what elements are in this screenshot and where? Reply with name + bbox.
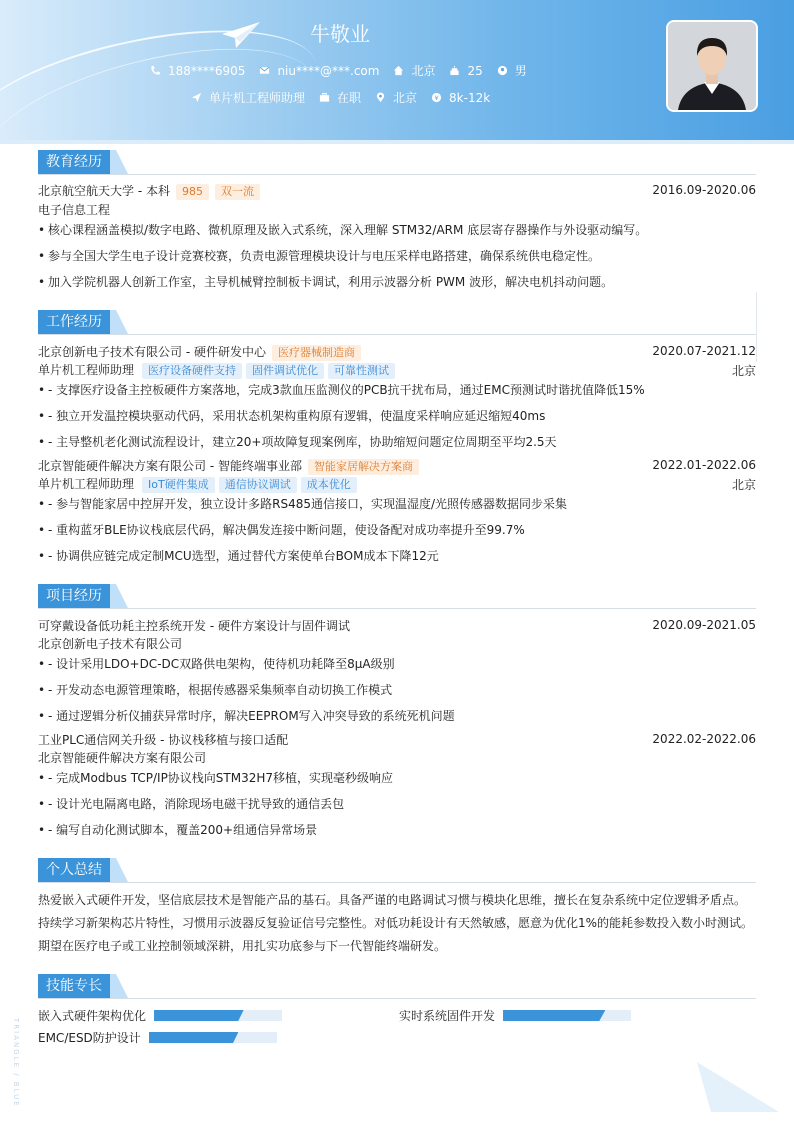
work-bullet: • - 支撑医疗设备主控板硬件方案落地，完成3款血压监测仪的PCB抗干扰布局，通过EMC预测试时谐扰值降低15% bbox=[38, 381, 645, 398]
side-watermark-text: TRIANGLE / BLUE bbox=[12, 1018, 20, 1108]
phone-value: 188****6905 bbox=[168, 63, 246, 78]
position-value: 单片机工程师助理 bbox=[209, 91, 306, 105]
work-bullet: • - 参与智能家居中控屏开发，独立设计多路RS485通信接口，实现温湿度/光照传感器数据同步采集 bbox=[38, 495, 567, 512]
phone-icon bbox=[150, 65, 161, 76]
section-title: 项目经历 bbox=[38, 584, 110, 608]
skill-name: 嵌入式硬件架构优化 bbox=[38, 1009, 147, 1023]
profile-photo bbox=[666, 20, 758, 112]
section-title: 教育经历 bbox=[38, 150, 110, 174]
work-role-line bbox=[38, 361, 395, 379]
summary-line: 热爱嵌入式硬件开发，坚信底层技术是智能产品的基石。具备严谨的电路调试习惯与模块化思维，擅长在复杂系统中定位逻辑矛盾点。 bbox=[38, 893, 747, 907]
tab-triangle-decor bbox=[110, 150, 128, 174]
position-item bbox=[191, 89, 305, 106]
decor-vertical-line bbox=[756, 292, 757, 362]
candidate-name: 牛敬业 bbox=[310, 22, 370, 46]
summary-line: 期望在医疗电子或工业控制领域深耕，用扎实功底参与下一代智能终端研发。 bbox=[38, 939, 447, 953]
education-bullet: • 加入学院机器人创新工作室，主导机械臂控制板卡调试，利用示波器分析 PWM 波形，解决电机抖动问题。 bbox=[38, 273, 613, 290]
contact-row bbox=[150, 62, 541, 79]
age-value: 25 bbox=[467, 63, 483, 78]
work-company: 北京智能硬件解决方案有限公司 - 智能终端事业部 bbox=[38, 459, 302, 473]
header-banner bbox=[0, 0, 794, 140]
industry-tag: 智能家居解决方案商 bbox=[308, 459, 419, 475]
work-role: 单片机工程师助理 bbox=[38, 363, 135, 377]
gender-item bbox=[497, 62, 527, 79]
phone-item bbox=[150, 64, 245, 78]
section-rule bbox=[38, 608, 756, 609]
work-period: 2020.07-2021.12 bbox=[652, 344, 756, 358]
section-title: 个人总结 bbox=[38, 858, 110, 882]
status-item bbox=[319, 89, 361, 106]
tab-triangle-decor bbox=[110, 974, 128, 998]
cake-icon bbox=[449, 65, 460, 76]
work-company: 北京创新电子技术有限公司 - 硬件研发中心 bbox=[38, 345, 266, 359]
skill-tag: 医疗设备硬件支持 bbox=[142, 363, 242, 379]
skill-level-fill bbox=[503, 1010, 605, 1021]
project-bullet: • - 编写自动化测试脚本，覆盖200+组通信异常场景 bbox=[38, 821, 317, 838]
school-name: 北京航空航天大学 - 本科 bbox=[38, 184, 170, 198]
section-rule bbox=[38, 882, 756, 883]
skill-item bbox=[399, 1007, 631, 1024]
work-bullet: • - 独立开发温控模块驱动代码，采用状态机架构重构原有逻辑，使温度采样响应延迟缩短40ms bbox=[38, 407, 545, 424]
project-bullet: • - 开发动态电源管理策略，根据传感器采集频率自动切换工作模式 bbox=[38, 681, 392, 698]
email-item bbox=[259, 64, 379, 78]
salary-item bbox=[431, 91, 490, 105]
project-period: 2020.09-2021.05 bbox=[652, 618, 756, 632]
corner-triangle-decor bbox=[697, 1062, 779, 1112]
work-role-line bbox=[38, 475, 357, 493]
email-value: niu****@***.com bbox=[277, 63, 380, 78]
section-title: 技能专长 bbox=[38, 974, 110, 998]
skill-level-fill bbox=[154, 1010, 244, 1021]
mail-icon bbox=[259, 65, 270, 76]
edu-tag: 双一流 bbox=[215, 184, 260, 200]
skill-level-bar bbox=[503, 1010, 631, 1021]
work-period: 2022.01-2022.06 bbox=[652, 458, 756, 472]
skill-tag: IoT硬件集成 bbox=[142, 477, 215, 493]
city-item bbox=[393, 62, 435, 79]
work-company-line bbox=[38, 343, 361, 361]
section-rule bbox=[38, 334, 756, 335]
svg-text:¥: ¥ bbox=[434, 93, 439, 102]
project-bullet: • - 通过逻辑分析仪捕获异常时序，解决EEPROM写入冲突导致的系统死机问题 bbox=[38, 707, 455, 724]
project-title: 工业PLC通信网关升级 - 协议栈移植与接口适配 bbox=[38, 733, 289, 747]
project-company: 北京智能硬件解决方案有限公司 bbox=[38, 751, 207, 765]
location-pin-icon bbox=[375, 92, 386, 103]
skill-item bbox=[38, 1029, 277, 1046]
education-period: 2016.09-2020.06 bbox=[652, 183, 756, 197]
avatar bbox=[668, 22, 756, 110]
header-divider bbox=[0, 140, 794, 144]
project-title: 可穿戴设备低功耗主控系统开发 - 硬件方案设计与固件调试 bbox=[38, 619, 350, 633]
education-major: 电子信息工程 bbox=[38, 203, 111, 217]
industry-tag: 医疗器械制造商 bbox=[272, 345, 361, 361]
tab-triangle-decor bbox=[110, 310, 128, 334]
section-education-header bbox=[38, 150, 756, 174]
work-company-line bbox=[38, 457, 419, 475]
project-bullet: • - 完成Modbus TCP/IP协议栈向STM32H7移植，实现毫秒级响应 bbox=[38, 769, 393, 786]
project-company: 北京创新电子技术有限公司 bbox=[38, 637, 183, 651]
section-rule bbox=[38, 998, 756, 999]
expect-city-value: 北京 bbox=[393, 91, 418, 105]
summary-text bbox=[38, 889, 758, 958]
work-role: 单片机工程师助理 bbox=[38, 477, 135, 491]
city-value: 北京 bbox=[411, 64, 436, 78]
section-work-header bbox=[38, 310, 756, 334]
skill-tag: 通信协议调试 bbox=[219, 477, 297, 493]
salary-value: 8k-12k bbox=[449, 90, 491, 105]
education-bullet: • 核心课程涵盖模拟/数字电路、微机原理及嵌入式系统，深入理解 STM32/ARM 底层寄存器操作与外设驱动编写。 bbox=[38, 221, 647, 238]
expect-city-item bbox=[375, 89, 417, 106]
work-city: 北京 bbox=[731, 478, 756, 492]
project-bullet: • - 设计采用LDO+DC-DC双路供电架构，使待机功耗降至8μA级别 bbox=[38, 655, 395, 672]
work-bullet: • - 协调供应链完成定制MCU选型，通过替代方案使单台BOM成本下降12元 bbox=[38, 547, 439, 564]
section-rule bbox=[38, 174, 756, 175]
section-title: 工作经历 bbox=[38, 310, 110, 334]
work-bullet: • - 重构蓝牙BLE协议栈底层代码，解决偶发连接中断问题，使设备配对成功率提升至99.7% bbox=[38, 521, 525, 538]
section-skills-header bbox=[38, 974, 756, 998]
skill-level-fill bbox=[149, 1032, 239, 1043]
section-summary-header bbox=[38, 858, 756, 882]
project-period: 2022.02-2022.06 bbox=[652, 732, 756, 746]
edu-tag: 985 bbox=[176, 184, 209, 200]
work-bullet: • - 主导整机老化测试流程设计，建立20+项故障复现案例库，协助缩短问题定位周期至平均2.5天 bbox=[38, 433, 557, 450]
work-city: 北京 bbox=[731, 364, 756, 378]
age-item bbox=[449, 64, 482, 78]
money-icon bbox=[431, 92, 442, 103]
summary-line: 持续学习新架构芯片特性，习惯用示波器反复验证信号完整性。对低功耗设计有天然敏感，愿意为优化1%的能耗参数投入数小时测试。 bbox=[38, 916, 754, 930]
section-project-header bbox=[38, 584, 756, 608]
gender-value: 男 bbox=[514, 64, 527, 78]
education-bullet: • 参与全国大学生电子设计竞赛校赛，负责电源管理模块设计与电压采样电路搭建，确保系统供电稳定性。 bbox=[38, 247, 600, 264]
tab-triangle-decor bbox=[110, 858, 128, 882]
skill-tag: 可靠性测试 bbox=[328, 363, 395, 379]
skill-tag: 成本优化 bbox=[301, 477, 357, 493]
skill-level-bar bbox=[154, 1010, 282, 1021]
skill-level-bar bbox=[149, 1032, 277, 1043]
job-intent-row bbox=[191, 89, 504, 106]
home-icon bbox=[393, 65, 404, 76]
skill-name: 实时系统固件开发 bbox=[399, 1009, 496, 1023]
project-bullet: • - 设计光电隔离电路，消除现场电磁干扰导致的通信丢包 bbox=[38, 795, 344, 812]
skill-name: EMC/ESD防护设计 bbox=[38, 1031, 141, 1045]
education-school-line bbox=[38, 182, 260, 200]
tab-triangle-decor bbox=[110, 584, 128, 608]
briefcase-icon bbox=[319, 92, 330, 103]
status-value: 在职 bbox=[337, 91, 362, 105]
skill-item bbox=[38, 1007, 282, 1024]
gender-icon bbox=[497, 65, 508, 76]
send-icon bbox=[191, 92, 202, 103]
skill-tag: 固件调试优化 bbox=[246, 363, 324, 379]
